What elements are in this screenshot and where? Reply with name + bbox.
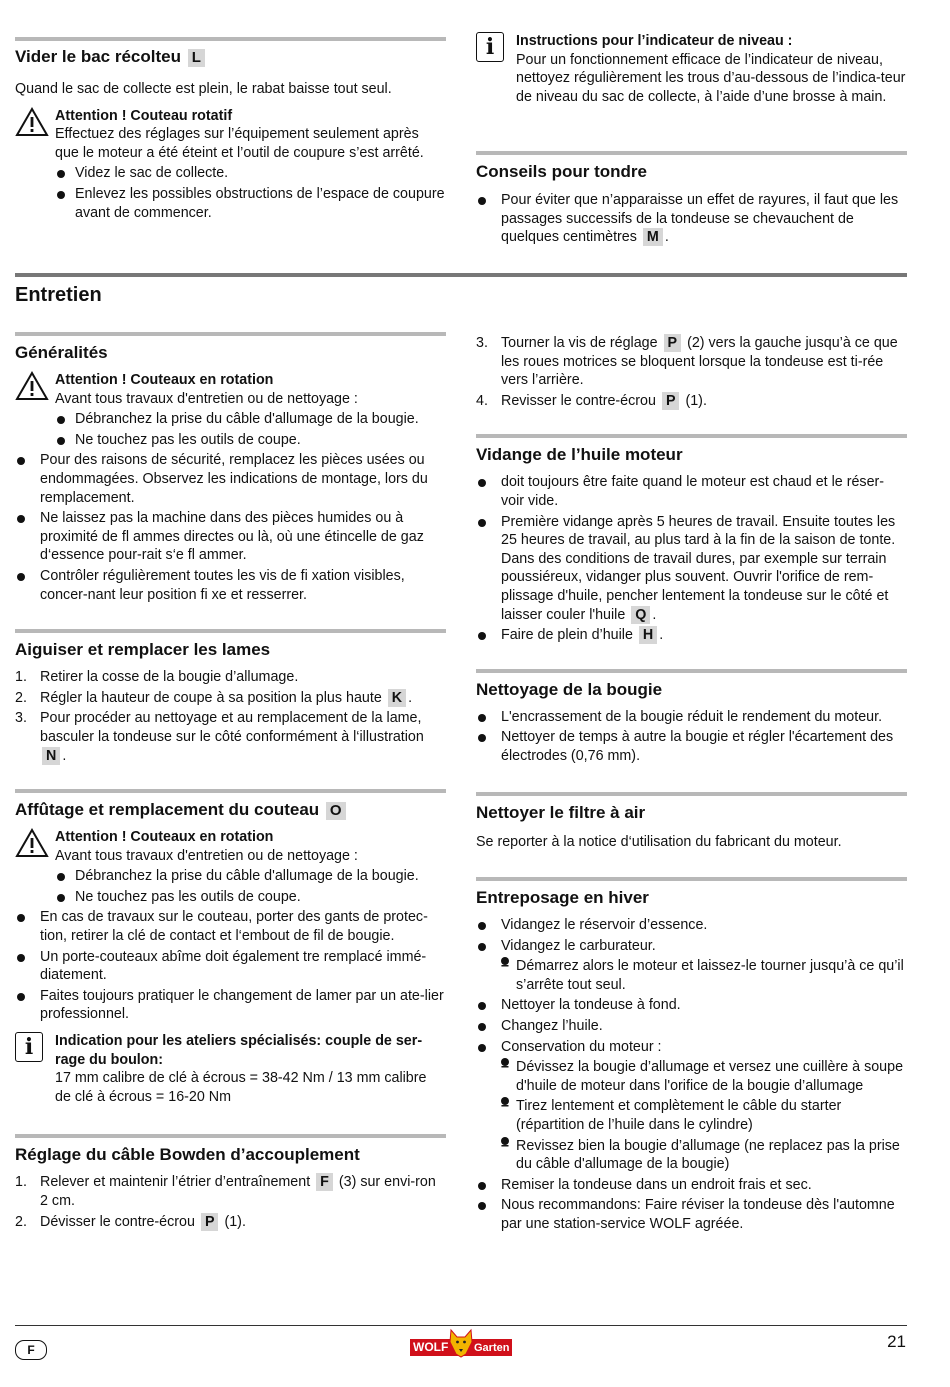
list-item: Débranchez la prise du câble d'allumage de la bougie.: [55, 410, 446, 429]
section-rule: [476, 669, 907, 673]
list-item: Ne touchez pas les outils de coupe.: [55, 888, 446, 907]
body-text: Se reporter à la notice d‘utilisation du fabricant du moteur.: [476, 833, 842, 850]
section-rule: [15, 629, 446, 633]
bullet-list: [476, 916, 907, 1234]
section-title: Conseils pour tondre: [476, 162, 647, 181]
right-column: [476, 332, 907, 1234]
sub-list: [501, 1058, 907, 1174]
figure-ref: P: [662, 392, 680, 410]
info-title: Instructions pour l’indicateur de niveau :: [516, 33, 793, 49]
section-title: Réglage du câble Bowden d’accouplement: [15, 1145, 360, 1165]
warning-block: [15, 371, 446, 449]
list-item: doit toujours être faite quand le moteur est chaud et le réser-voir vide.: [476, 473, 907, 510]
list-item: Pour éviter que n’apparaisse un effet de rayures, il faut que les passages successifs de la tondeuse se chevauchent de quelques centimètres M .: [476, 191, 907, 247]
list-item: 2. Dévisser le contre-écrou P (1).: [15, 1213, 246, 1230]
figure-ref: P: [201, 1213, 219, 1231]
info-icon: i: [476, 32, 504, 62]
bullet-list: [15, 908, 446, 1024]
intro-text: Quand le sac de collecte est plein, le rabat baisse tout seul.: [15, 81, 392, 97]
warning-triangle-icon: [15, 107, 49, 137]
warning-triangle-icon: [15, 371, 49, 401]
section-title: Nettoyer le filtre à air: [476, 802, 646, 822]
country-badge: F: [15, 1340, 47, 1360]
list-item: 2. Régler la hauteur de coupe à sa position la plus haute K .: [15, 689, 413, 706]
list-item: En cas de travaux sur le couteau, porter des gants de protec-tion, retirer la clé de contact et l‘embout de fil de bougie.: [15, 908, 446, 945]
left-column: [15, 332, 446, 1231]
section-rule: [476, 877, 907, 881]
warning-block: [15, 828, 446, 906]
list-item: Vidangez le carburateur. – Démarrez alors le moteur et laissez-le tourner jusqu’à ce qu’il s’arrête tout seul.: [476, 937, 907, 995]
sub-item: – Tirez lentement et complètement le câble du starter (répartition de l’huile dans le cylindre): [501, 1097, 907, 1134]
section-generalites: [15, 332, 446, 604]
warning-list: [55, 164, 446, 222]
section-vidange: [476, 434, 907, 644]
sub-item: – Revissez bien la bougie d’allumage (ne replacez pas la prise du câble d'allumage de la bougie): [501, 1137, 907, 1174]
list-item: Enlevez les possibles obstructions de l’espace de coupure avant de commencer.: [55, 185, 446, 222]
list-item: Nettoyer la tondeuse à fond.: [476, 996, 907, 1015]
list-item: Un porte-couteaux abîme doit également tre remplacé immé-diatement.: [15, 948, 446, 985]
list-item: Vidangez le réservoir d’essence.: [476, 916, 907, 935]
section-bougie: [476, 669, 907, 766]
list-item: Videz le sac de collecte.: [55, 164, 446, 183]
warning-title: Attention ! Couteaux en rotation: [55, 829, 274, 846]
info-title: Indication pour les ateliers spécialisés: couple de ser-rage du boulon:: [55, 1033, 423, 1068]
list-item: 4. Revisser le contre-écrou P (1).: [476, 392, 707, 409]
list-item: Nous recommandons: Faire réviser la tondeuse dès l'automne par une station-service WOLF agréée.: [476, 1196, 907, 1233]
section-title: Vider le bac récolteu L: [15, 46, 446, 68]
section-aiguiser: [15, 629, 446, 765]
section-affutage: [15, 789, 446, 1106]
section-bowden: [15, 1134, 446, 1231]
warning-text: Avant tous travaux d'entretien ou de nettoyage :: [55, 847, 358, 864]
list-item: 1. Relever et maintenir l’étrier d’entraînement F (3) sur envi-ron 2 cm.: [15, 1174, 436, 1209]
list-item: Pour des raisons de sécurité, remplacez les pièces usées ou endommagées. Observez les indications de montage, lors du remplacement.: [15, 451, 446, 507]
section-rule: [15, 332, 446, 336]
list-item: 3. Tourner la vis de réglage P (2) vers la gauche jusqu’à ce que les roues motrices se bloquent lorsque la tondeuse est ti-rée vers l’arrière.: [476, 335, 898, 389]
list-item: Ne touchez pas les outils de coupe.: [55, 431, 446, 450]
section-hiver: [476, 877, 907, 1234]
info-block: [476, 32, 907, 106]
list-item: 1. Retirer la cosse de la bougie d’allumage.: [15, 669, 299, 686]
section-title: Aiguiser et remplacer les lames: [15, 640, 271, 660]
figure-ref: Q: [631, 606, 650, 624]
list-item: Nettoyer de temps à autre la bougie et régler l'écartement des électrodes (0,76 mm).: [476, 728, 907, 765]
section-rule: [15, 1134, 446, 1138]
warning-title: Attention ! Couteau rotatif: [55, 107, 233, 124]
warning-block: [15, 107, 446, 223]
section-title: Affûtage et remplacement du couteau O: [15, 799, 446, 821]
figure-ref: M: [643, 228, 663, 246]
figure-ref: L: [188, 49, 205, 67]
info-icon: i: [15, 1032, 43, 1062]
wolf-garten-logo: [410, 1328, 512, 1358]
section-rule: [15, 37, 446, 41]
step-list: [15, 1173, 446, 1231]
warning-list: [55, 867, 446, 906]
warning-list: [55, 410, 446, 449]
list-item: Première vidange après 5 heures de travail. Ensuite toutes les 25 heures de travail, au plus tard à la fin de la saison de tonte. Dans des conditions de travail dures, par exemple sur terrain poussiéreux, vidanger plus souvent. Ouvrir l'orifice de rem-plissage d'huile, pencher lentement la tondeuse sur le côté et laisser couler l'huile Q .: [476, 513, 907, 625]
section-title: Entreposage en hiver: [476, 888, 649, 908]
logo-text-left: WOLF: [413, 1340, 449, 1354]
info-block: [15, 1032, 446, 1106]
section-title: Nettoyage de la bougie: [476, 679, 663, 699]
figure-ref: P: [664, 334, 682, 352]
figure-ref: K: [388, 689, 406, 707]
section-title: Généralités: [15, 343, 108, 362]
section-indicateur: [476, 28, 907, 106]
figure-ref: H: [639, 626, 657, 644]
logo-text-right: Garten: [474, 1342, 510, 1354]
section-title: Vidange de l’huile moteur: [476, 445, 683, 465]
step-list-continued: [476, 334, 907, 410]
footer-rule: [15, 1325, 907, 1326]
list-item: Débranchez la prise du câble d'allumage de la bougie.: [55, 867, 446, 886]
bullet-list: [476, 473, 907, 644]
info-text: Pour un fonctionnement efficace de l’indicateur de niveau, nettoyez régulièrement les trous d’au-dessous de l’indica-teur de niveau du sac de collecte, à l’aide d’une brosse à main.: [516, 51, 906, 105]
sub-item: – Dévissez la bougie d’allumage et versez une cuillère à soupe d'huile de moteur dans l'orifice de la bougie d’allumage: [501, 1058, 907, 1095]
sub-list: [501, 957, 907, 994]
sub-item: – Démarrez alors le moteur et laissez-le tourner jusqu’à ce qu’il s’arrête tout seul.: [501, 957, 907, 994]
list-item: Changez l’huile.: [476, 1017, 907, 1036]
section-rule: [476, 151, 907, 155]
list-item: 3. Pour procéder au nettoyage et au remplacement de la lame, basculer la tondeuse sur le côté conformément à l‘illustration N .: [15, 710, 424, 764]
section-vider-bac: [15, 37, 446, 222]
wolf-head-icon: [448, 1328, 474, 1358]
warning-triangle-icon: [15, 828, 49, 858]
list-item: Faire de plein d’huile H .: [476, 626, 907, 645]
list-item: Conservation du moteur : – Dévissez la bougie d’allumage et versez une cuillère à soupe d'huile de moteur dans l'orifice de la bougie d’allumage – Tirez lentement et complètement le câble du starter (répartition de l’huile dans le cylindre) – Revissez bien la bougie d’allumage (ne replacez pas la prise du câble d'allumage de la bougie): [476, 1038, 907, 1174]
bullet-list: [476, 708, 907, 766]
list-item: Faites toujours pratiquer le changement de lamer par un ate-lier professionnel.: [15, 987, 446, 1024]
warning-title: Attention ! Couteaux en rotation: [55, 372, 274, 388]
figure-ref: O: [326, 802, 346, 820]
tips-list: [476, 191, 907, 247]
main-title: Entretien: [15, 284, 102, 306]
section-rule: [476, 434, 907, 438]
bullet-list: [15, 451, 446, 604]
section-rule: [15, 789, 446, 793]
section-filtre: [476, 792, 907, 852]
list-item: Remiser la tondeuse dans un endroit frais et sec.: [476, 1176, 907, 1195]
step-list: [15, 668, 446, 765]
list-item: L'encrassement de la bougie réduit le rendement du moteur.: [476, 708, 907, 727]
warning-text: Effectuez des réglages sur l’équipement seulement après que le moteur a été éteint et l’outil de coupure s’est arrêté.: [55, 126, 424, 161]
list-item: Ne laissez pas la machine dans des pièces humides ou à proximité de fl ammes directes ou là, où une étincelle de gaz d‘essence pour-rait s‘e fl ammer.: [15, 509, 446, 565]
section-conseils: [476, 151, 907, 247]
figure-ref: N: [42, 747, 60, 765]
figure-ref: F: [316, 1173, 333, 1191]
info-text: 17 mm calibre de clé à écrous = 38-42 Nm / 13 mm calibre de clé à écrous = 16-20 Nm: [55, 1070, 427, 1105]
page-number: 21: [887, 1332, 906, 1351]
warning-text: Avant tous travaux d'entretien ou de nettoyage :: [55, 390, 358, 407]
main-rule: [15, 273, 907, 277]
list-item: Contrôler régulièrement toutes les vis de fi xation visibles, concer-nant leur position fi xe et resserrer.: [15, 567, 446, 604]
section-rule: [476, 792, 907, 796]
